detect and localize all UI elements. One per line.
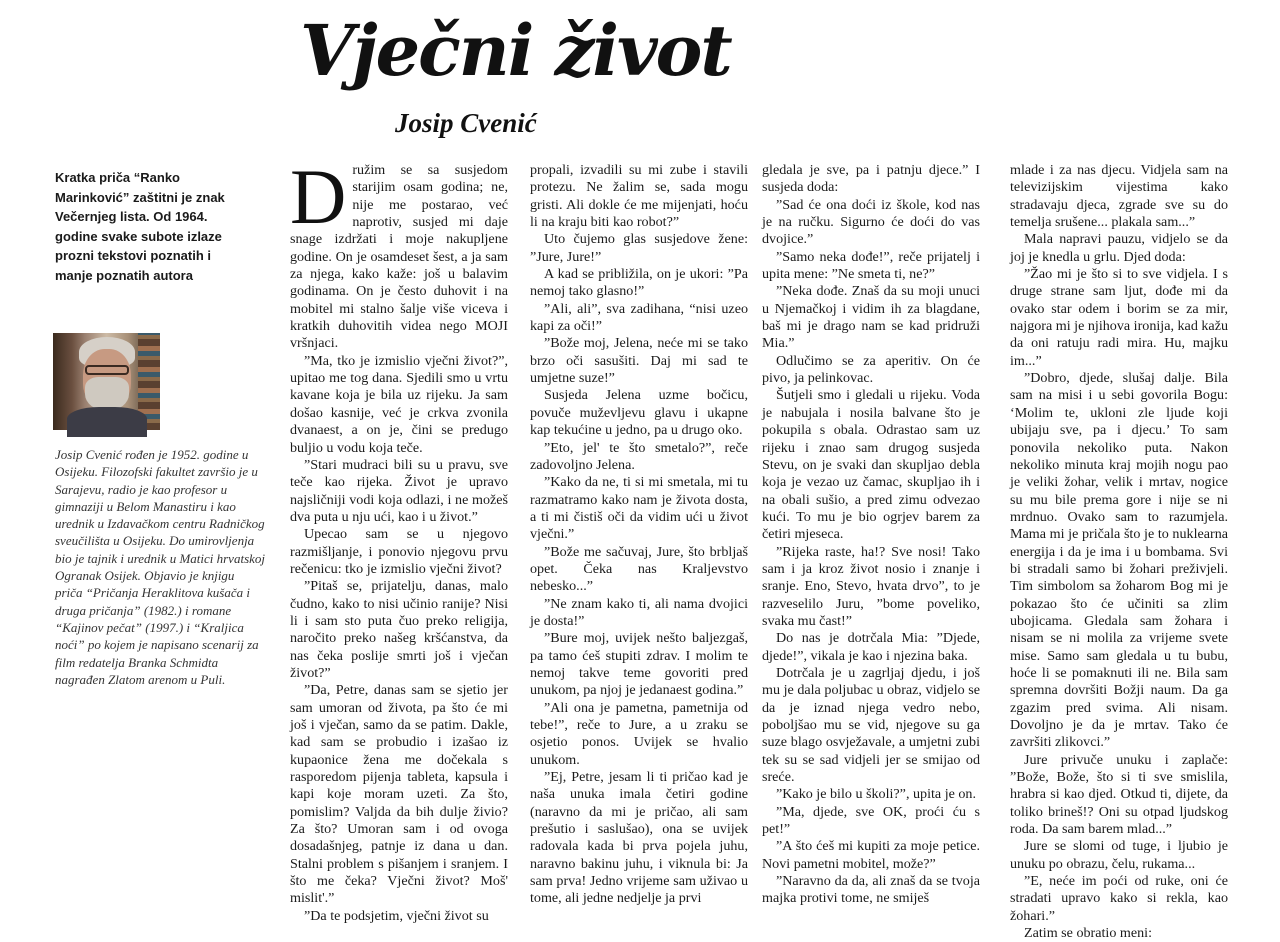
article-paragraph: ”Stari mudraci bili su u pravu, sve teče kao rijeka. Život je upravo najsličniji vodi koja odlazi, i ne možeš dva puta u nju ući, kao i u život.” <box>290 456 508 525</box>
article-paragraph: Mala napravi pauzu, vidjelo se da joj je knedla u grlu. Djed doda: <box>1010 231 1228 265</box>
article-paragraph: A kad se približila, on je ukori: ”Pa nemoj tako glasno!” <box>530 266 748 300</box>
article-column-1 <box>290 153 508 924</box>
article-paragraph: ”Ali ona je pametna, pametnija od tebe!”, reče to Jure, a u zraku se osjetio ponos. Uvijek se hvalio unukom. <box>530 699 748 768</box>
article-paragraph: Družim se sa susjedom starijim osam godina; ne, nije me postarao, već naprotiv, susjed mi daje snage izdržati i moje nakupljene godine. On je osamdeset šest, a ja sam za njega, kako kaže: još u balavim godinama. On je često duhovit i na mobitel mi stalno šalje više viceva i kratkih duhovitih videa nego MOJI vršnjaci. <box>290 153 508 352</box>
article-paragraph: ”Sad će ona doći iz škole, kod nas je na ručku. Sigurno će doći do vas dvojice.” <box>762 196 980 248</box>
article-paragraph: gledala je sve, pa i patnju djece.” I susjeda doda: <box>762 162 980 196</box>
article-paragraph: Odlučimo se za aperitiv. On će pivo, ja pelinkovac. <box>762 352 980 387</box>
article-title: Vječni život <box>300 9 731 92</box>
article-paragraph: Uto čujemo glas susjedove žene: ”Jure, Jure!” <box>530 231 748 265</box>
article-paragraph: ”Ali, ali”, sva zadihana, “nisi uzeo kapi za oči!” <box>530 300 748 335</box>
article-paragraph: ”E, neće im poći od ruke, oni će stradati upravo kako si rekla, kao žohari.” <box>1010 873 1228 924</box>
article-paragraph: Jure privuče unuku i zaplače: ”Bože, Bože, što si ti sve smislila, hrabra si kao djed. Otkud ti, dijete, da toliko brineš!? Oni su otpad ljudskog roda. Da sam barem mlad...” <box>1010 751 1228 838</box>
article-paragraph: propali, izvadili su mi zube i stavili protezu. Ne žalim se, sada mogu gristi. Ali dokle će me mijenjati, hoću li na kraju biti kao robot?” <box>530 162 748 231</box>
article-paragraph: Zatim se obratio meni: <box>1024 925 1152 942</box>
author-photo <box>53 333 160 430</box>
article-paragraph: Susjeda Jelena uzme bočicu, povuče muževljevu glavu i ukapne kap tekućine u jedno, pa u drugo oko. <box>530 387 748 439</box>
article-paragraph: ”Ma, djede, sve OK, proći ću s pet!” <box>762 803 980 838</box>
article-paragraph: Do nas je dotrčala Mia: ”Djede, djede!”, vikala je kao i njezina baka. <box>762 630 980 664</box>
author-bio: Josip Cvenić rođen je 1952. godine u Osijeku. Filozofski fakultet završio je u Sarajevu, radio je kao profesor u gimnaziji u Belom Manastiru i kao urednik u Izdavačkom centru Radničkog sveučilišta u Osijeku. Do umirovljenja bio je tajnik i urednik u Matici hrvatskoj Ogranak Osijek. Objavio je knjigu priča “Pričanja Heraklitova kušača i druga pričanja” (1982.) i romane “Kajinov pečat” (1997.) i “Kraljica noći” po kojem je napisano scenarij za film redatelja Branka Schmidta nagrađen Zlatom arenom u Puli. <box>55 447 266 687</box>
article-paragraph: Upecao sam se u njegovo razmišljanje, i ponovio njegovu prvu rečenicu: tko je izmislio vječni život? <box>290 526 508 577</box>
article-paragraph: Jure se slomi od tuge, i ljubio je unuku po obrazu, čelu, rukama... <box>1010 838 1228 872</box>
article-paragraph: ”Rijeka raste, ha!? Sve nosi! Tako sam i ja kroz život nosio i znanje i sranje. Eno, Stevo, hvata drvo”, to je razveselilo Juru, ”bome poveliko, svaka mu čast!” <box>762 543 980 629</box>
series-intro: Kratka priča “Ranko Marinković” zaštitni je znak Večernjeg lista. Od 1964. godine svake subote izlaze prozni tekstovi poznatih i manje poznatih autora <box>55 170 225 283</box>
article-paragraph: ”Bože moj, Jelena, neće mi se tako brzo oči sasušiti. Daj mi sad te umjetne suze!” <box>530 335 748 387</box>
article-paragraph: ”A što ćeš mi kupiti za moje petice. Novi pametni mobitel, može?” <box>762 838 980 872</box>
article-paragraph: Dotrčala je u zagrljaj djedu, i još mu je dala poljubac u obraz, vidjelo se da je iznad njega vedro nebo, poboljšao mu se vid, njegove su ga suze blago osvježavale, a umjetni zubi tek su se sad vidjeli jer se smijao od sreće. <box>762 664 980 786</box>
article-paragraph: ”Dobro, djede, slušaj dalje. Bila sam na misi i u sebi govorila Bogu: ‘Molim te, ukloni zle ljude koji ubijaju sve, pa i djecu.’ To sam ponovila nekoliko puta. Nakon nekoliko minuta kraj mojih nogu pao je veliki žohar, velik i mrtav, nogice su mu bile prema gore i nije se ni mrdnuo. Ovako sam to razumjela. Mama mi je pričala što je to nuklearna energija i da je ima i u bombama. Svi bi stradali samo bi žohari preživjeli. Tim simbolom sa žoharom Bog mi je pokazao što će učiniti sa zlim ubojicama. Gledala sam žohara i nisam se ni molila za vrijeme svete mise. Samo sam gledala u tu bubu, hoće li se pomaknuti ili ne. Bila sam spremna dovršiti Božji naum. Da ga zgazim pred svima. Ali nisam. Dovoljno je da je mrtav. Tako će završiti zlikovci.” <box>1010 370 1228 751</box>
drop-cap: D <box>290 153 347 240</box>
article-column-2 <box>530 162 748 907</box>
article-paragraph: ”Da te podsjetim, vječni život su <box>304 907 489 924</box>
article-paragraph: ”Naravno da da, ali znaš da se tvoja majka protivi tome, ne smiješ <box>762 873 980 907</box>
article-paragraph: ”Pitaš se, prijatelju, danas, malo čudno, kako to nisi učinio ranije? Nisi li i sam sto puta čuo preko religija, naročito preko našeg kršćanstva, da nas čeka poslije smrti još i vječan život?” <box>290 578 508 681</box>
article-paragraph: mlade i za nas djecu. Vidjela sam na televizijskim vijestima kako stradavaju djeca, zgrade sve su do temelja srušene... plakala sam...” <box>1010 162 1228 231</box>
article-paragraph: Šutjeli smo i gledali u rijeku. Voda je nabujala i nosila balvane što je pokupila s obala. Odrastao sam uz rijeku i znao sam drugog susjeda Stevu, on je svaki dan skupljao debla koja je vezao uz čamac, skupljao ih i na obali sušio, a pred zimu odvezao kući. To mu je bio ogrjev barem za četiri mjeseca. <box>762 387 980 543</box>
article-paragraph: ”Ne znam kako ti, ali nama dvojici je dosta!” <box>530 595 748 629</box>
article-column-4 <box>1010 162 1228 942</box>
article-column-3 <box>762 162 980 907</box>
article-paragraph: ”Samo neka dođe!”, reče prijatelj i upita mene: ”Ne smeta ti, ne?” <box>762 248 980 283</box>
article-paragraph: ”Bure moj, uvijek nešto baljezgaš, pa tamo ćeš stupiti zdrav. I molim te nemoj takve teme govoriti pred unukom, pa njoj je jedanaest godina.” <box>530 630 748 699</box>
article-paragraph: ”Kako je bilo u školi?”, upita je on. <box>776 786 977 803</box>
article-paragraph: ”Bože me sačuvaj, Jure, što brbljaš opet. Čeka nas Kraljevstvo nebesko...” <box>530 543 748 595</box>
article-paragraph: ”Žao mi je što si to sve vidjela. I s druge strane sam ljut, dođe mi da ovako star odem i borim se za mir, najgora mi je njihova ironija, kad kažu da oni ratuju radi mira. Hu, majku im...” <box>1010 266 1228 369</box>
article-paragraph: ”Eto, jel' te što smetalo?”, reče zadovoljno Jelena. <box>530 439 748 473</box>
article-paragraph: ”Ma, tko je izmislio vječni život?”, upitao me tog dana. Sjedili smo u vrtu kavane koja je bila uz rijeku. Ja sam došao kasnije, već je crkva zvonila dvanaest, a on je, čini se predugo buljio u vodu koja teče. <box>290 352 508 456</box>
article-author: Josip Cvenić <box>395 108 537 138</box>
article-paragraph: ”Da, Petre, danas sam se sjetio jer sam umoran od života, pa što će mi još i vječan, samo da se patim. Dakle, kad sam se probudio i izašao iz kupaonice žena me dočekala s rasporedom pijenja tableta, kapsula i kapi koje moram uzeti. Za što, pomislim? Valjda da bih dulje živio? Za što? Umoran sam i od ovoga dosadašnjeg, patnje iz dana u dan. Stalni problem s pišanjem i sranjem. I što me čeka? Vječni život? Moš' mislit'.” <box>290 682 508 907</box>
article-paragraph: ”Kako da ne, ti si mi smetala, mi tu razmatramo kako nam je života dosta, a ti mi čistiš oči da vidim ući u život vječni.” <box>530 474 748 543</box>
article-paragraph: ”Neka dođe. Znaš da su moji unuci u Njemačkoj i vidim ih za blagdane, baš mi je drago nam se kad pridruži Mia.” <box>762 283 980 352</box>
article-paragraph: ”Ej, Petre, jesam li ti pričao kad je naša unuka imala četiri godine (naravno da mi je pričao, ali sam prešutio i saslušao), ona se uvijek radovala kada bi prva pojela juhu, naravno bakinu juhu, i viknula bi: Ja sam prva! Jedno vrijeme sam uživao u tome, ali jedne nedjelje ja prvi <box>530 769 748 907</box>
